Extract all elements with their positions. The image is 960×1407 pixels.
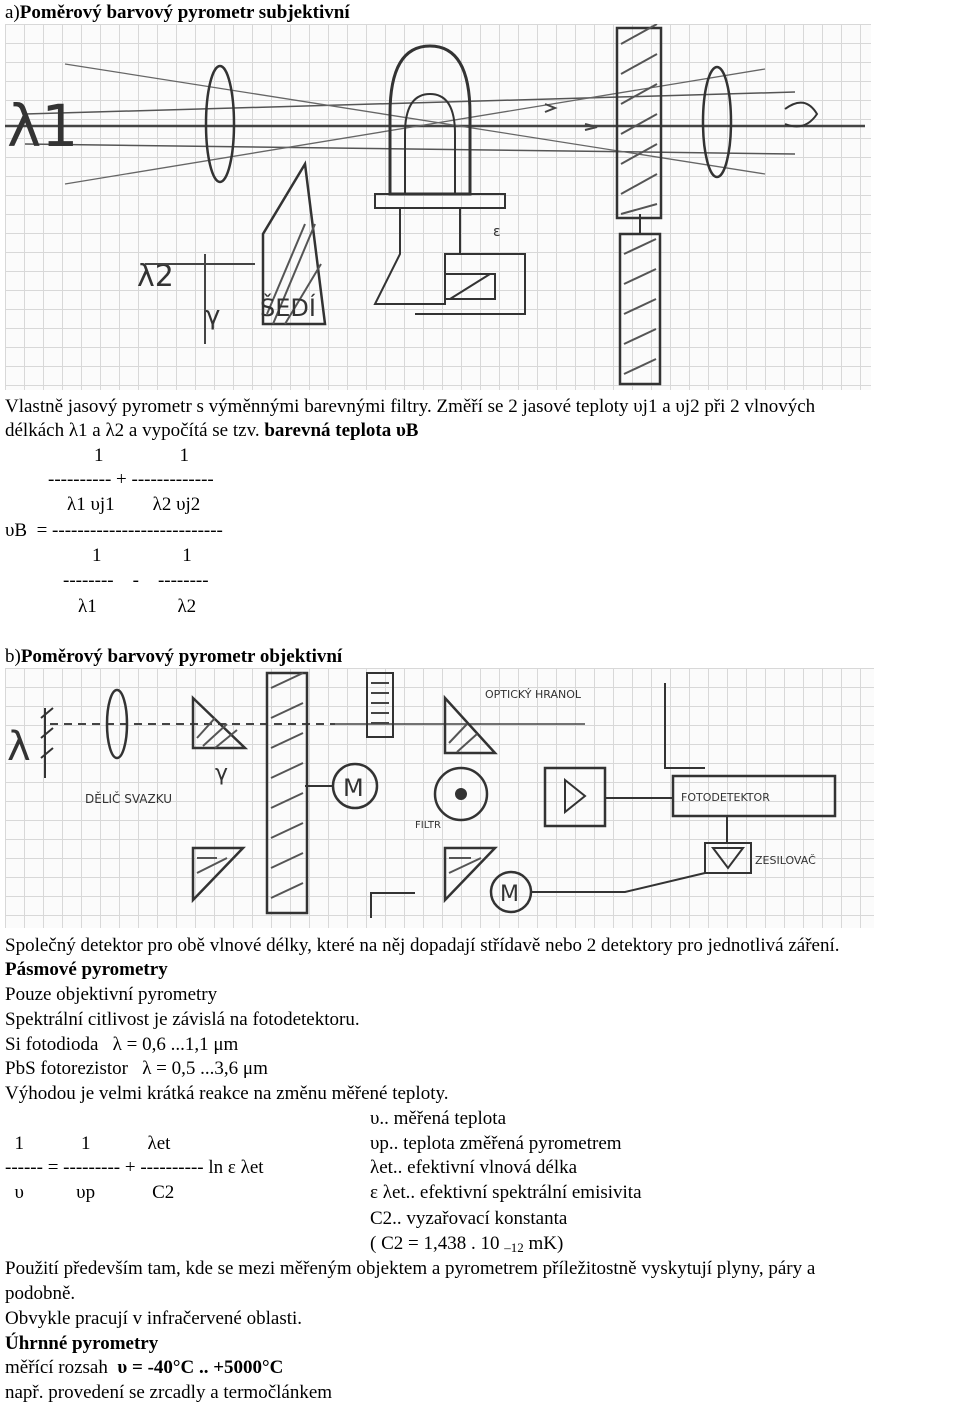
tail-line-6: např. provedení se zrcadly a termočlánkem bbox=[5, 1382, 333, 1403]
range-value: υ = -40°C .. +5000°C bbox=[117, 1357, 284, 1378]
formula-2-row-3: υ υp C2 bbox=[5, 1182, 175, 1203]
para-1-line-2 bbox=[5, 420, 418, 442]
formula-1-row-7: λ1 λ2 bbox=[78, 596, 197, 617]
section-b-title: Poměrový barvový pyrometr objektivní bbox=[20, 646, 343, 667]
sketch-subjective-pyrometer bbox=[5, 24, 871, 390]
formula-2-constant bbox=[370, 1233, 563, 1256]
section-a-prefix: a) bbox=[5, 2, 20, 23]
section-b-prefix: b) bbox=[5, 646, 21, 667]
section-b-heading bbox=[5, 646, 342, 668]
section-a-title: Poměrový barvový pyrometr subjektivní bbox=[19, 2, 350, 23]
constant-text-b: mK) bbox=[523, 1233, 564, 1254]
text-line-6: PbS fotorezistor λ = 0,5 ...3,6 μm bbox=[5, 1058, 268, 1079]
formula-2-legend-4: ε λet.. efektivní spektrální emisivita bbox=[370, 1182, 642, 1203]
formula-2-row-2: ------ = --------- + ---------- ln ε λet bbox=[5, 1157, 264, 1178]
tail-line-2: podobně. bbox=[5, 1283, 76, 1304]
tail-line-3: Obvykle pracují v infračervené oblasti. bbox=[5, 1308, 303, 1329]
formula-2-legend-3: λet.. efektivní vlnová délka bbox=[370, 1157, 578, 1178]
range-label: měřící rozsah bbox=[5, 1357, 118, 1378]
text-line-1: Společný detektor pro obě vlnové délky, které na něj dopadají střídavě nebo 2 detektory pro jednotlivá záření. bbox=[5, 935, 840, 956]
sketch-b-motor-2: M bbox=[500, 882, 519, 907]
para-1-line-1: Vlastně jasový pyrometr s výměnnými barevnými filtry. Změří se 2 jasové teploty υj1 a υj2 při 2 vlnových bbox=[5, 396, 816, 417]
sketch-b-zesilovac: ZESILOVAČ bbox=[755, 854, 816, 867]
formula-1-row-3: λ1 υj1 λ2 υj2 bbox=[67, 494, 201, 515]
formula-1-row-1: 1 1 bbox=[94, 445, 189, 466]
formula-2-legend-1: υ.. měřená teplota bbox=[370, 1108, 507, 1129]
sketch-a-gamma: γ bbox=[205, 301, 221, 331]
sketch-b-fotodetektor: FOTODETEKTOR bbox=[681, 791, 770, 804]
sketch-objective-pyrometer bbox=[5, 668, 874, 928]
constant-exponent: –12 bbox=[504, 1240, 524, 1255]
formula-1-row-5: 1 1 bbox=[92, 545, 192, 566]
para-1-line-2-plain: délkách λ1 a λ2 a vypočítá se tzv. bbox=[5, 420, 265, 441]
tail-line-5 bbox=[5, 1357, 283, 1379]
constant-text-a: ( C2 = 1,438 . 10 bbox=[370, 1233, 505, 1254]
formula-2-legend-2: υp.. teplota změřená pyrometrem bbox=[370, 1133, 622, 1154]
sketch-b-delic-svazku: DĚLIČ SVAZKU bbox=[85, 792, 173, 806]
formula-2-legend-5: C2.. vyzařovací konstanta bbox=[370, 1208, 568, 1229]
svg-text:ε: ε bbox=[493, 224, 501, 240]
text-line-4: Spektrální citlivost je závislá na fotodetektoru. bbox=[5, 1009, 360, 1030]
tail-line-1: Použití především tam, kde se mezi měřeným objektem a pyrometrem příležitostně vyskytují plyny, páry a bbox=[5, 1258, 816, 1279]
heading-pasmove-pyrometry: Pásmové pyrometry bbox=[5, 959, 168, 980]
para-1-line-2-bold: barevná teplota υB bbox=[264, 420, 419, 441]
sketch-b-filtr: FILTR bbox=[415, 820, 441, 831]
text-line-3: Pouze objektivní pyrometry bbox=[5, 984, 218, 1005]
formula-1-row-4: υB = --------------------------- bbox=[5, 520, 223, 541]
text-line-5: Si fotodioda λ = 0,6 ...1,1 μm bbox=[5, 1034, 239, 1055]
sketch-b-lambda: λ bbox=[7, 724, 31, 770]
text-line-7: Výhodou je velmi krátká reakce na změnu měřené teploty. bbox=[5, 1083, 449, 1104]
formula-2-row-1: 1 1 λet bbox=[5, 1133, 171, 1154]
formula-1-row-2: ---------- + ------------- bbox=[48, 469, 214, 490]
formula-1-row-6: -------- - -------- bbox=[63, 570, 209, 591]
sketch-b-motor: M bbox=[343, 774, 364, 802]
section-a-heading bbox=[5, 2, 350, 24]
sketch-b-opticky-hranol: OPTICKÝ HRANOL bbox=[485, 688, 581, 701]
sketch-a-lambda2: λ2 bbox=[137, 259, 174, 294]
sketch-a-sedi: ŠEDÍ bbox=[260, 294, 316, 322]
sketch-a-lambda1: λ1 bbox=[7, 92, 79, 160]
sketch-b-gamma: γ bbox=[215, 761, 229, 786]
heading-uhrnne-pyrometry: Úhrnné pyrometry bbox=[5, 1333, 159, 1354]
